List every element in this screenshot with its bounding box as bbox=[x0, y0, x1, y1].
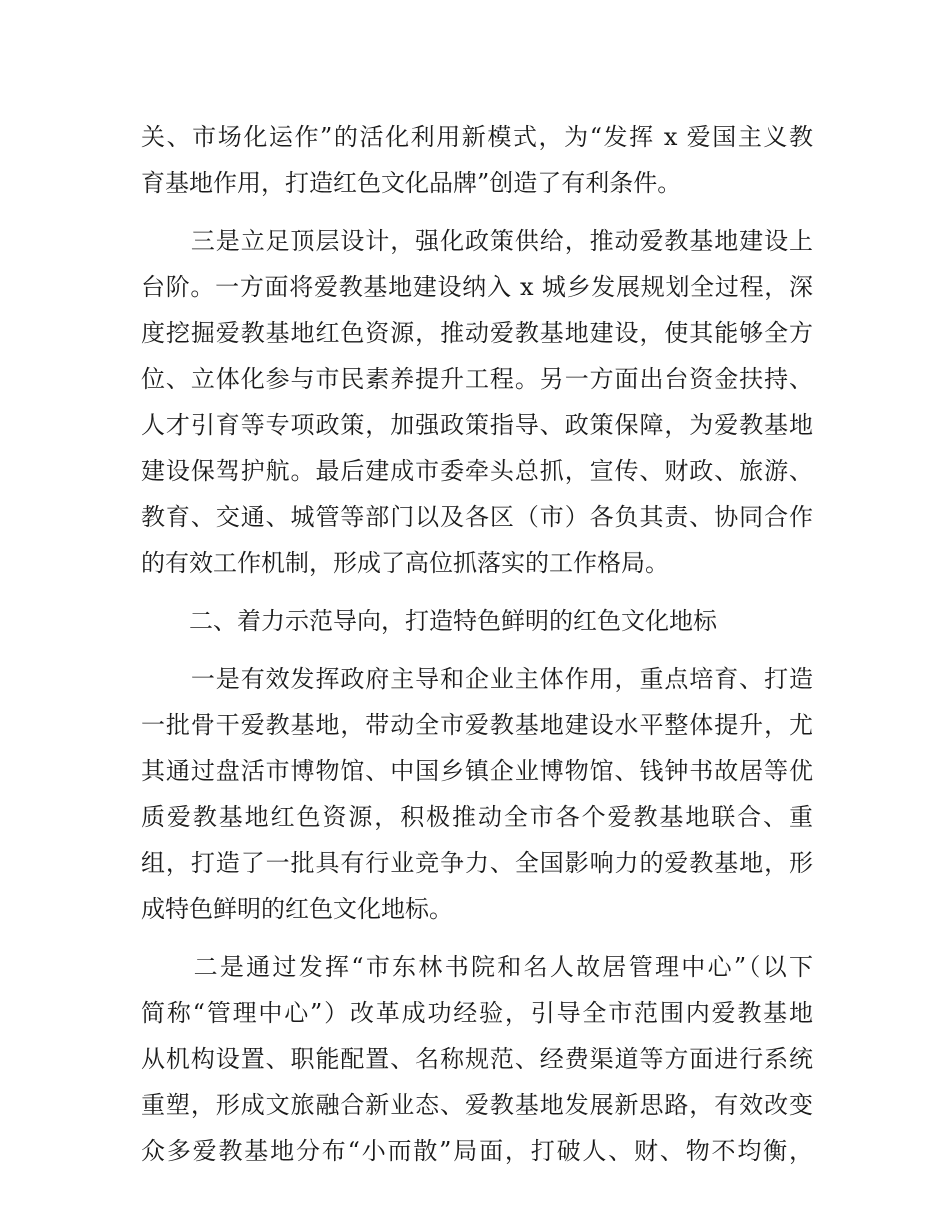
text-line: 从机构设置、职能配置、名称规范、经费渠道等方面进行系统 bbox=[141, 1045, 813, 1073]
text-line: 简称“管理中心”）改革成功经验，引导全市范围内爱教基地 bbox=[141, 999, 813, 1027]
text-line: 组，打造了一批具有行业竞争力、全国影响力的爱教基地，形 bbox=[141, 849, 813, 877]
text-line: 教育、交通、城管等部门以及各区（市）各负其责、协同合作 bbox=[141, 503, 813, 531]
text-line: 成特色鲜明的红色文化地标。 bbox=[141, 895, 453, 923]
text-line: 一批骨干爱教基地，带动全市爱教基地建设水平整体提升，尤 bbox=[141, 711, 813, 739]
text-line: 其通过盘活市博物馆、中国乡镇企业博物馆、钱钟书故居等优 bbox=[141, 757, 813, 785]
text-line: 重塑，形成文旅融合新业态、爱教基地发展新思路，有效改变 bbox=[141, 1091, 813, 1119]
paragraph-2 bbox=[141, 218, 813, 586]
document-body bbox=[141, 114, 813, 1174]
text-line: 的有效工作机制，形成了高位抓落实的工作格局。 bbox=[141, 549, 669, 577]
text-line: 质爱教基地红色资源，积极推动全市各个爱教基地联合、重 bbox=[141, 803, 813, 831]
text-line: 众多爱教基地分布“小而散”局面，打破人、财、物不均衡， bbox=[141, 1137, 813, 1165]
text-line: 关、市场化运作”的活化利用新模式，为“发挥 x 爱国主义教 bbox=[141, 123, 813, 151]
section-heading bbox=[141, 598, 813, 644]
text-line: 建设保驾护航。最后建成市委牵头总抓，宣传、财政、旅游、 bbox=[141, 457, 813, 485]
paragraph-1 bbox=[141, 114, 813, 206]
text-line: 位、立体化参与市民素养提升工程。另一方面出台资金扶持、 bbox=[141, 365, 813, 393]
text-line: 人才引育等专项政策，加强政策指导、政策保障，为爱教基地 bbox=[141, 411, 813, 439]
text-line: 台阶。一方面将爱教基地建设纳入 x 城乡发展规划全过程，深 bbox=[141, 273, 813, 301]
text-line: 育基地作用，打造红色文化品牌”创造了有利条件。 bbox=[141, 169, 682, 197]
paragraph-4 bbox=[141, 944, 813, 1174]
text-line: 二是通过发挥“市东林书院和名人故居管理中心”（以下 bbox=[141, 953, 813, 981]
text-line: 度挖掘爱教基地红色资源，推动爱教基地建设，使其能够全方 bbox=[141, 319, 813, 347]
text-line: 一是有效发挥政府主导和企业主体作用，重点培育、打造 bbox=[141, 665, 813, 693]
heading-text: 二、着力示范导向，打造特色鲜明的红色文化地标 bbox=[141, 607, 717, 635]
text-line: 三是立足顶层设计，强化政策供给，推动爱教基地建设上 bbox=[141, 227, 813, 255]
paragraph-3 bbox=[141, 656, 813, 932]
